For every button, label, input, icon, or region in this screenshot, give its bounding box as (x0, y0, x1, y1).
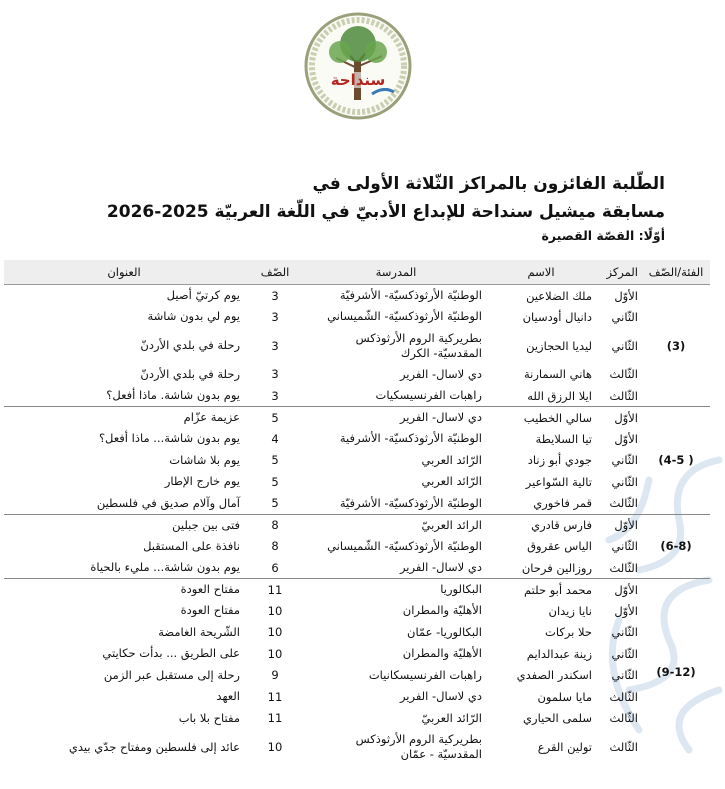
table-row (4, 306, 710, 328)
class-cell: 10 (267, 740, 283, 754)
school-cell: الوطنيّة الأرثوذكسيّة- الشّميساني (327, 538, 482, 553)
title-cell: يوم بدون شاشة... ماذا أفعل؟ (98, 431, 240, 446)
rank-cell: الأوّل (596, 579, 642, 601)
table-row (4, 729, 710, 765)
rank-cell: الثّاني (611, 539, 638, 554)
class-cell: 8 (271, 539, 279, 554)
rank-cell: الأوّل (596, 407, 642, 429)
table-row (4, 407, 710, 429)
school-cell: الرّائد العربي (421, 452, 482, 467)
table-row (4, 600, 710, 622)
section-title: أوّلًا: القصّة القصيرة (541, 228, 665, 243)
rank-cell: الثّالث (609, 388, 638, 403)
school-cell: راهبات الفرنسيسكيات (375, 388, 482, 402)
name-cell: نايا زيدان (548, 603, 592, 618)
rank-cell: الثّالث (609, 367, 638, 382)
title-cell: آمال وآلام صديق في فلسطين (96, 495, 240, 510)
title-cell: يوم لي بدون شاشة (147, 309, 240, 324)
school-cell: الأهليّة والمطران (402, 603, 482, 618)
name-cell: سالي الخطيب (486, 407, 596, 429)
class-cell: 11 (267, 711, 283, 726)
table-row (4, 493, 710, 515)
rank-cell: الثّاني (611, 338, 638, 353)
svg-text:سنداحة: سنداحة (330, 71, 386, 89)
rank-cell: الثّاني (611, 453, 638, 468)
name-cell: ملك الضلاعين (486, 285, 596, 307)
class-cell: 5 (271, 453, 279, 468)
rank-cell: الثّاني (611, 646, 638, 661)
title-cell: العهد (216, 689, 240, 704)
table-row (4, 708, 710, 730)
school-cell: الوطنيّة الأرثوذكسيّة- الأشرفيّة (306, 285, 486, 307)
title-cell: مفتاح بلا باب (178, 710, 240, 725)
header-class: الصّف (244, 260, 306, 285)
rank-cell: الثّالث (609, 711, 638, 726)
title-cell: يوم كرتيّ أصيل (4, 285, 244, 307)
class-cell: 5 (271, 474, 279, 489)
school-cell: الرّائد العربيّ (421, 710, 482, 725)
name-cell: تيا السلايطة (535, 431, 592, 446)
table-row (4, 385, 710, 407)
name-cell: سلمى الحياري (523, 711, 592, 726)
title-cell: يوم بدون شاشة... مليء بالحياة (90, 560, 240, 574)
name-cell: روزالين فرحان (521, 560, 592, 575)
title-cell: فتى بين جبلين (4, 514, 244, 536)
sendaha-logo (302, 8, 414, 126)
heading-line-1: الطّلبة الفائزون بالمراكز الثّلاثة الأولى في (312, 174, 665, 194)
header-school: المدرسة (306, 260, 486, 285)
class-cell: 9 (271, 668, 279, 683)
rank-cell: الثّالث (609, 496, 638, 510)
grade-cell: (6-8) (642, 514, 710, 579)
title-cell: رحلة إلى مستقبل عبر الزمن (103, 667, 240, 682)
title-cell: يوم بدون شاشة. ماذا أفعل؟ (106, 388, 240, 402)
class-cell: 5 (271, 496, 279, 510)
rank-cell: الأوّل (614, 431, 638, 446)
school-cell: البكالوريا- عمّان (407, 624, 482, 639)
table-row (4, 328, 710, 364)
school-cell: الوطنيّة الأرثوذكسيّة- الشّميساني (327, 309, 482, 324)
title-cell: عائد إلى فلسطين ومفتاح جدّي بيدي (68, 739, 240, 754)
name-cell: فارس قادري (486, 514, 596, 536)
table-row (4, 557, 710, 579)
class-cell: 5 (244, 407, 306, 429)
school-cell: دي لاسال- الفرير (399, 689, 482, 704)
table-row (4, 643, 710, 665)
table-row (4, 536, 710, 558)
name-cell: جودي أبو زناد (527, 453, 592, 468)
rank-cell: الثّاني (611, 625, 638, 640)
school-cell: البكالوريا (306, 579, 486, 601)
table-row (4, 665, 710, 687)
class-cell: 10 (267, 625, 283, 640)
header-title: العنوان (4, 260, 244, 285)
name-cell: حلا بركات (545, 625, 592, 640)
name-cell: ايلا الرزق الله (527, 388, 592, 403)
name-cell: الياس عقروق (527, 539, 592, 554)
name-cell: محمد أبو حلتم (486, 579, 596, 601)
school-cell: الرائد العربيّ (306, 514, 486, 536)
rank-cell: الثّالث (609, 740, 638, 754)
table-row (4, 285, 710, 307)
title-cell: يوم بلا شاشات (169, 452, 240, 467)
school-cell: الوطنيّة الأرثوذكسيّة- الأشرفيّة (339, 495, 482, 510)
class-cell: 11 (244, 579, 306, 601)
school-cell: دي لاسال- الفرير (399, 560, 482, 574)
name-cell: تولين القرع (537, 740, 592, 754)
title-cell: الشّريحة الغامضة (158, 624, 240, 639)
school-cell: الوطنيّة الأرثوذكسيّة- الأشرفية (339, 431, 482, 446)
grade-cell: (3) (642, 285, 710, 407)
rank-cell: الأوّل (596, 285, 642, 307)
header-name: الاسم (486, 260, 596, 285)
name-cell: زينة عبدالدايم (526, 646, 592, 661)
table-row (4, 622, 710, 644)
name-cell: قمر فاخوري (533, 496, 592, 510)
rank-cell: الأوّل (614, 603, 638, 618)
rank-cell: الثّاني (611, 668, 638, 683)
document-heading (25, 170, 665, 246)
school-cell: دي لاسال- الفرير (399, 366, 482, 381)
rank-cell: الثّاني (611, 474, 638, 489)
title-cell: يوم خارج الإطار (164, 474, 240, 489)
title-cell: على الطريق ... بدأت حكايتي (102, 646, 240, 661)
class-cell: 3 (244, 285, 306, 307)
name-cell: هاني السمارنة (523, 367, 592, 382)
table-row (4, 450, 710, 472)
title-cell: رحلة في بلدي الأردنّ (140, 366, 240, 381)
title-cell: مفتاح العودة (4, 579, 244, 601)
rank-cell: الثّالث (609, 560, 638, 575)
name-cell: دانيال أودسيان (522, 309, 592, 324)
table-header-row (4, 260, 710, 285)
school-cell: الرّائد العربي (421, 474, 482, 489)
rank-cell: الأوّل (596, 514, 642, 536)
name-cell: تالية السّواعير (525, 474, 592, 489)
heading-line-2: مسابقة ميشيل سنداحة للإبداع الأدبيّ في اللّغة العربيّة 2025-2026 (106, 202, 665, 222)
title-cell: نافذة على المستقبل (143, 538, 240, 553)
table-row (4, 428, 710, 450)
class-cell: 6 (271, 560, 279, 575)
rank-cell: الثّالث (609, 689, 638, 704)
title-cell: عزيمة عزّام (4, 407, 244, 429)
class-cell: 10 (267, 646, 283, 661)
winners-table (4, 260, 710, 765)
grade-cell: ( 4-5) (642, 407, 710, 515)
name-cell: اسكندر الصفدي (516, 668, 592, 683)
school-cell: بطريركية الروم الأرثوذكس المقدسيّة - عمّان (355, 732, 482, 761)
class-cell: 3 (271, 309, 279, 324)
title-cell: رحلة في بلدي الأردنّ (140, 338, 240, 352)
table-row (4, 579, 710, 601)
rank-cell: الثّاني (611, 309, 638, 324)
header-rank: المركز (596, 260, 642, 285)
class-cell: 3 (271, 338, 279, 353)
class-cell: 11 (267, 689, 283, 704)
school-cell: بطريركية الروم الأرثوذكس المقدسيّة- الكرك (355, 330, 482, 360)
class-cell: 4 (271, 431, 279, 446)
class-cell: 10 (267, 603, 283, 618)
table-row (4, 686, 710, 708)
table-row (4, 514, 710, 536)
name-cell: مايا سلمون (537, 689, 592, 704)
class-cell: 3 (271, 388, 279, 403)
header-grade: الفئة/الصّف (642, 260, 710, 285)
school-cell: راهبات الفرنسيسكانيات (368, 667, 482, 682)
class-cell: 3 (271, 367, 279, 382)
grade-cell: (9-12) (642, 579, 710, 766)
table-row (4, 471, 710, 493)
title-cell: مفتاح العودة (180, 603, 240, 618)
name-cell: ليديا الحجازين (526, 338, 592, 353)
school-cell: دي لاسال- الفرير (306, 407, 486, 429)
class-cell: 8 (244, 514, 306, 536)
school-cell: الأهليّة والمطران (402, 646, 482, 661)
table-row (4, 364, 710, 386)
